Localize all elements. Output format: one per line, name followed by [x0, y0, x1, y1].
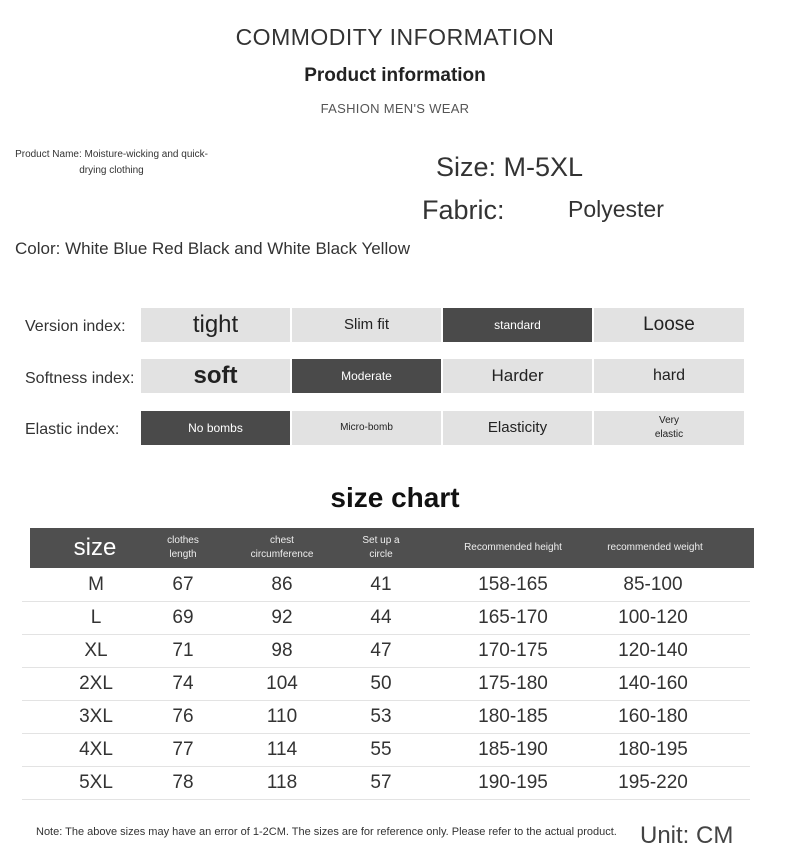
- table-cell: 85-100: [623, 573, 683, 595]
- table-cell: L: [90, 606, 102, 628]
- table-cell: 160-180: [618, 705, 688, 727]
- table-cell: 114: [266, 738, 298, 760]
- product-name-label: Product Name:: [15, 149, 82, 160]
- table-cell: 44: [370, 606, 392, 628]
- softness-option-moderate: Moderate: [292, 359, 441, 393]
- table-cell: 71: [172, 639, 194, 661]
- table-row: [22, 568, 750, 602]
- header-recommended-weight: recommended weight: [607, 542, 703, 553]
- footer-note: Note: The above sizes may have an error of 1-2CM. The sizes are for reference only. Please refer to the actual product.: [36, 826, 617, 838]
- table-cell: XL: [84, 639, 108, 661]
- table-cell: 100-120: [618, 606, 688, 628]
- softness-option-hard: hard: [594, 359, 744, 393]
- header-recommended-height: Recommended height: [464, 542, 562, 553]
- table-row: [22, 667, 750, 701]
- softness-option-soft: soft: [141, 359, 290, 393]
- table-cell: 53: [370, 705, 392, 727]
- table-cell: 57: [370, 771, 392, 793]
- table-row: [22, 700, 750, 734]
- product-name-value: Moisture-wicking and quick-drying clothing: [79, 149, 208, 176]
- size-range: Size: M-5XL: [436, 152, 584, 182]
- product-name: [4, 147, 219, 179]
- table-cell: 195-220: [618, 771, 688, 793]
- table-cell: 5XL: [79, 771, 113, 793]
- page-title: COMMODITY INFORMATION: [235, 24, 555, 50]
- header-set-up-a-circle: Set up a circle: [362, 535, 400, 560]
- size-chart-title: size chart: [330, 482, 460, 513]
- table-cell: 47: [370, 639, 392, 661]
- version-option-slim-fit: Slim fit: [292, 308, 441, 342]
- version-option-tight: tight: [141, 308, 290, 342]
- table-cell: 104: [266, 672, 298, 694]
- table-cell: 4XL: [79, 738, 113, 760]
- table-cell: 86: [271, 573, 293, 595]
- table-cell: 180-195: [618, 738, 688, 760]
- category-tag: FASHION MEN'S WEAR: [320, 101, 470, 116]
- table-row: [22, 634, 750, 668]
- elastic-option-very-elastic: Very elastic: [594, 411, 744, 445]
- table-cell: 76: [172, 705, 194, 727]
- version-option-loose: Loose: [594, 308, 744, 342]
- table-cell: 120-140: [618, 639, 688, 661]
- table-cell: 78: [172, 771, 194, 793]
- size-table-header: [30, 528, 754, 568]
- table-cell: 2XL: [79, 672, 113, 694]
- table-cell: 74: [172, 672, 194, 694]
- table-cell: 98: [271, 639, 293, 661]
- table-cell: 50: [370, 672, 392, 694]
- table-cell: 67: [172, 573, 194, 595]
- table-cell: 55: [370, 738, 392, 760]
- table-cell: 110: [266, 705, 298, 727]
- table-cell: 77: [172, 738, 194, 760]
- version-option-standard: standard: [443, 308, 592, 342]
- table-cell: M: [88, 573, 104, 595]
- table-cell: 190-195: [478, 771, 548, 793]
- elastic-index-label: Elastic index:: [25, 421, 120, 438]
- header-size: size: [73, 534, 117, 561]
- table-row: [22, 601, 750, 635]
- table-cell: 180-185: [478, 705, 548, 727]
- table-row: [22, 766, 750, 800]
- header-chest-circumference: chest circumference: [250, 535, 314, 560]
- table-cell: 118: [266, 771, 298, 793]
- table-cell: 140-160: [618, 672, 688, 694]
- elastic-option-no-bombs: No bombs: [141, 411, 290, 445]
- table-cell: 170-175: [478, 639, 548, 661]
- elastic-option-micro-bomb: Micro-bomb: [292, 411, 441, 445]
- fabric-label: Fabric:: [422, 195, 505, 225]
- header-clothes-length: clothes length: [167, 535, 199, 560]
- color-options: Color: White Blue Red Black and White Black Yellow: [15, 239, 410, 258]
- page-subtitle: Product information: [304, 65, 486, 86]
- fabric-value: Polyester: [568, 196, 664, 222]
- table-cell: 3XL: [79, 705, 113, 727]
- softness-option-harder: Harder: [443, 359, 592, 393]
- table-cell: 175-180: [478, 672, 548, 694]
- table-cell: 165-170: [478, 606, 548, 628]
- softness-index-label: Softness index:: [25, 370, 135, 387]
- table-cell: 158-165: [478, 573, 548, 595]
- elastic-option-elasticity: Elasticity: [443, 411, 592, 445]
- table-cell: 69: [172, 606, 194, 628]
- unit-label: Unit: CM: [640, 822, 734, 849]
- table-row: [22, 733, 750, 767]
- table-cell: 185-190: [478, 738, 548, 760]
- table-cell: 92: [271, 606, 293, 628]
- table-cell: 41: [370, 573, 392, 595]
- version-index-label: Version index:: [25, 318, 126, 335]
